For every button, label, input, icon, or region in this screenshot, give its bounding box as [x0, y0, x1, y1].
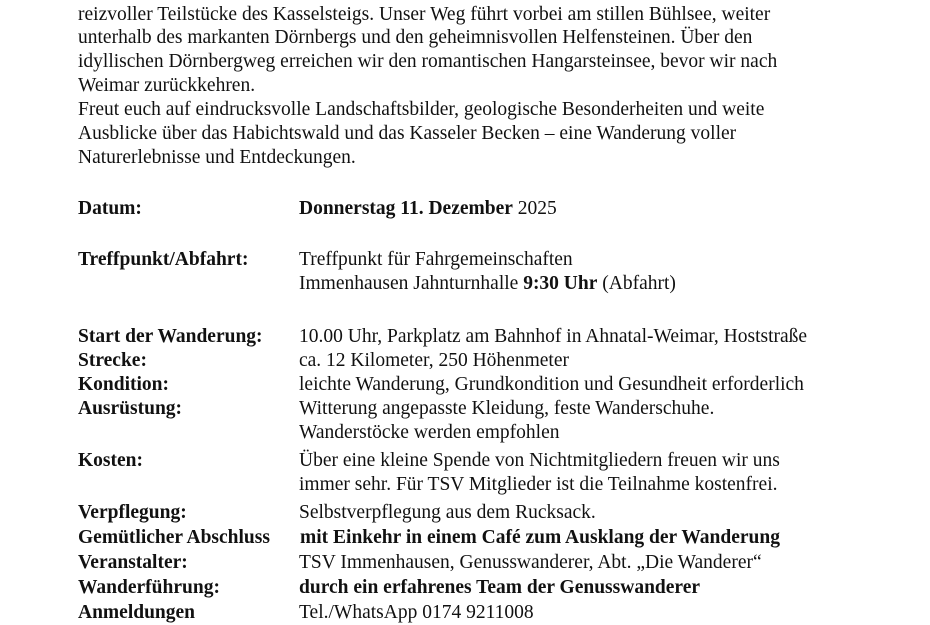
fuehrung-label: Wanderführung:: [78, 577, 220, 598]
verpflegung-value: Selbstverpflegung aus dem Rucksack.: [299, 502, 596, 523]
row-treffpunkt: [0, 248, 930, 272]
row-kosten: [0, 449, 930, 473]
strecke-value: ca. 12 Kilometer, 250 Höhenmeter: [299, 350, 569, 371]
datum-value-bold: Donnerstag 11. Dezember: [299, 198, 513, 219]
row-verpflegung: [0, 501, 930, 525]
intro-line-3: idyllischen Dörnbergweg erreichen wir den romantischen Hangarsteinsee, bevor wir nach: [78, 51, 778, 72]
anmeldungen-value: Tel./WhatsApp 0174 9211008: [299, 602, 534, 623]
veranstalter-value: TSV Immenhausen, Genusswanderer, Abt. „Die Wanderer“: [299, 552, 762, 573]
abschluss-value: mit Einkehr in einem Café zum Ausklang der Wanderung: [300, 527, 780, 548]
ausruestung-line-1: Witterung angepasste Kleidung, feste Wanderschuhe.: [299, 398, 715, 419]
strecke-label: Strecke:: [78, 350, 147, 371]
treffpunkt-line-2: [299, 272, 676, 296]
treffpunkt-note: (Abfahrt): [597, 273, 676, 294]
fuehrung-value: durch ein erfahrenes Team der Genusswanderer: [299, 577, 701, 598]
anmeldungen-label: Anmeldungen: [78, 602, 196, 623]
ausruestung-label: Ausrüstung:: [78, 398, 183, 419]
intro-line-1: reizvoller Teilstücke des Kasselsteigs. Unser Weg führt vorbei am stillen Bühlsee, weiter: [78, 4, 771, 25]
row-kondition: [0, 373, 930, 397]
intro-line-7: Naturerlebnisse und Entdeckungen.: [78, 147, 356, 168]
row-datum: [0, 197, 930, 221]
treffpunkt-line-1: Treffpunkt für Fahrgemeinschaften: [299, 249, 573, 270]
row-abschluss: [0, 526, 930, 550]
row-ausruestung-2: [0, 421, 930, 445]
veranstalter-label: Veranstalter:: [78, 552, 188, 573]
start-value: 10.00 Uhr, Parkplatz am Bahnhof in Ahnatal-Weimar, Hoststraße: [299, 326, 808, 347]
row-strecke: [0, 349, 930, 373]
verpflegung-label: Verpflegung:: [78, 502, 187, 523]
treffpunkt-time: 9:30 Uhr: [523, 273, 598, 294]
kosten-label: Kosten:: [78, 450, 143, 471]
kondition-value: leichte Wanderung, Grundkondition und Gesundheit erforderlich: [299, 374, 804, 395]
row-start: [0, 325, 930, 349]
kosten-line-1: Über eine kleine Spende von Nichtmitgliedern freuen wir uns: [299, 450, 780, 471]
row-treffpunkt-2: [0, 272, 930, 296]
datum-label: Datum:: [78, 198, 142, 219]
start-label: Start der Wanderung:: [78, 326, 263, 347]
row-fuehrung: [0, 576, 930, 600]
intro-line-2: unterhalb des markanten Dörnbergs und den geheimnisvollen Helfensteinen. Über den: [78, 27, 753, 48]
datum-value-year: 2025: [512, 198, 557, 219]
row-veranstalter: [0, 551, 930, 575]
intro-line-6: Ausblicke über das Habichtswald und das Kasseler Becken – eine Wanderung voller: [78, 123, 737, 144]
intro-line-5: Freut euch auf eindrucksvolle Landschaftsbilder, geologische Besonderheiten und weite: [78, 99, 765, 120]
treffpunkt-place: Immenhausen Jahnturnhalle: [299, 273, 524, 294]
kondition-label: Kondition:: [78, 374, 170, 395]
abschluss-label: Gemütlicher Abschluss: [78, 527, 270, 548]
row-anmeldungen: [0, 601, 930, 625]
row-kosten-2: [0, 473, 930, 497]
intro-line-4: Weimar zurückkehren.: [78, 75, 256, 96]
kosten-line-2: immer sehr. Für TSV Mitglieder ist die Teilnahme kostenfrei.: [299, 474, 778, 495]
treffpunkt-label: Treffpunkt/Abfahrt:: [78, 249, 249, 270]
datum-value: [299, 197, 557, 221]
row-ausruestung: [0, 397, 930, 421]
ausruestung-line-2: Wanderstöcke werden empfohlen: [299, 422, 560, 443]
